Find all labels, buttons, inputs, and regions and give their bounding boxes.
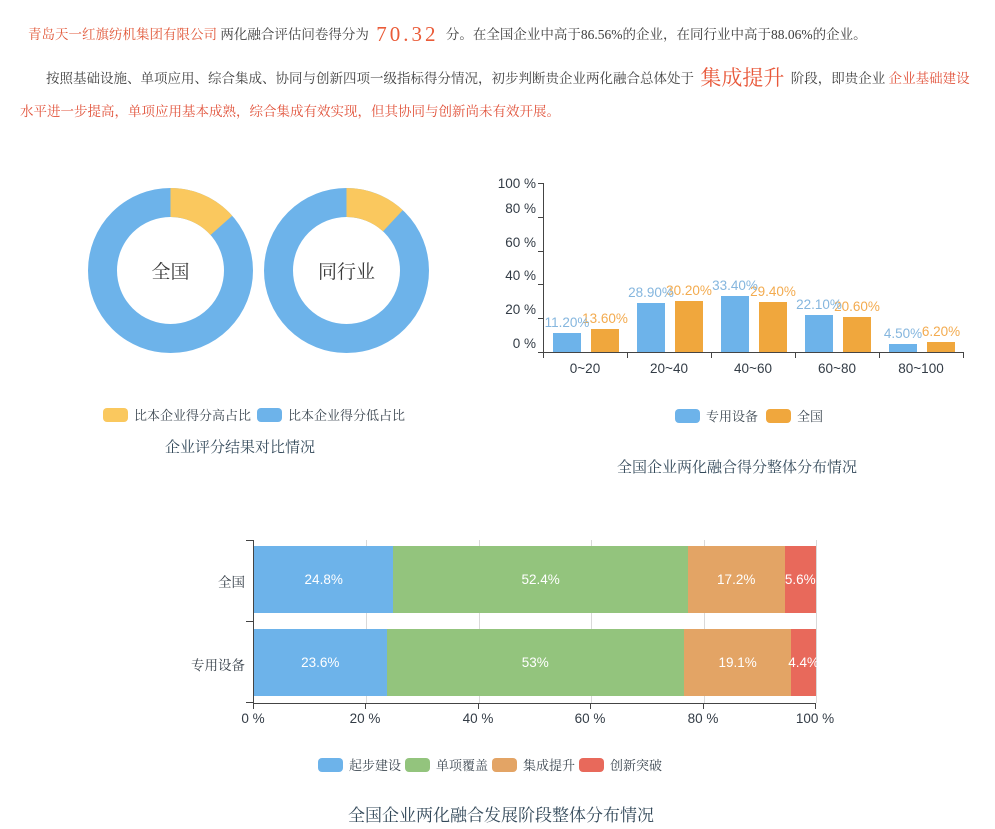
y-axis-tick [538, 284, 543, 285]
x-category-label: 20~40 [650, 361, 688, 376]
legend-swatch-orange [766, 409, 791, 423]
x-axis-tick [627, 353, 628, 358]
legend-label: 专用设备 [706, 409, 759, 424]
bar-value-label: 11.20% [544, 315, 590, 331]
y-tick-label: 0 % [512, 336, 536, 351]
grouped-bar [759, 302, 787, 352]
grouped-bar [843, 317, 871, 352]
legend-swatch-yellow [103, 408, 128, 422]
x-axis-tick [711, 353, 712, 358]
y-axis-tick [538, 318, 543, 319]
donut-national-label: 全国 [151, 262, 190, 283]
legend-label: 起步建设 [349, 758, 402, 773]
stacked-segment [688, 546, 785, 613]
x-tick-label: 0 % [241, 711, 265, 726]
legend-label: 集成提升 [523, 758, 576, 773]
stacked-segment [788, 629, 820, 696]
analysis-mid: 阶段，即贵企业 [790, 71, 886, 86]
bar-plot-area [543, 183, 964, 353]
grouped-bar [927, 342, 955, 353]
grouped-bar [889, 344, 917, 352]
stacked-segment [254, 546, 393, 613]
x-axis-tick [703, 704, 704, 709]
legend-label: 比本企业得分高占比 [134, 408, 252, 423]
x-axis-tick [879, 353, 880, 358]
segment-value-label: 19.1% [718, 655, 757, 670]
legend-label: 比本企业得分低占比 [288, 408, 406, 423]
x-tick-label: 20 % [349, 711, 381, 726]
stacked-chart-title: 全国企业两化融合发展阶段整体分布情况 [348, 806, 654, 825]
stacked-bar-row [254, 546, 816, 613]
y-tick-label: 40 % [505, 268, 536, 283]
x-tick-label: 60 % [574, 711, 606, 726]
legend-label: 全国 [797, 409, 824, 424]
grouped-bar [591, 329, 619, 352]
bar-value-label: 30.20% [666, 283, 712, 298]
analysis-paragraph-line2: 水平进一步提高，单项应用基本成熟，综合集成有效实现，但其协同与创新尚未有效开展。 [20, 104, 560, 119]
y-axis-tick [538, 217, 543, 218]
row-label: 全国 [218, 575, 245, 590]
y-tick-label: 80 % [505, 201, 536, 216]
segment-value-label: 4.4% [788, 655, 820, 670]
bar-value-label: 6.20% [921, 323, 961, 339]
company-name: 青岛天一红旗纺机集团有限公司 [28, 27, 217, 42]
stacked-segment [254, 629, 387, 696]
segment-value-label: 24.8% [304, 572, 343, 587]
x-axis-tick [478, 704, 479, 709]
y-axis-tick [538, 251, 543, 252]
legend-item-stage3[interactable] [492, 755, 575, 774]
bar-value-label: 20.60% [834, 299, 880, 315]
bar-chart-title: 全国企业两化融合得分整体分布情况 [617, 459, 858, 476]
segment-value-label: 53% [521, 655, 549, 670]
segment-value-label: 5.6% [784, 572, 816, 587]
legend-item-stage4[interactable] [579, 755, 662, 774]
legend-swatch-tan [492, 758, 517, 772]
grouped-bar [721, 296, 749, 352]
stacked-segment [387, 629, 685, 696]
donut-legend [103, 405, 411, 424]
donut-comparison-chart [0, 180, 470, 480]
segment-value-label: 52.4% [521, 572, 560, 587]
grouped-bar [637, 303, 665, 352]
analysis-red-start: 企业基础建设 [888, 71, 970, 86]
legend-swatch-blue [318, 758, 343, 772]
bar-value-label: 29.40% [750, 284, 796, 300]
legend-item-stage2[interactable] [405, 755, 488, 774]
legend-swatch-blue [257, 408, 282, 422]
grouped-bar [553, 333, 581, 352]
stacked-plot-area [253, 540, 820, 704]
donut-national [88, 188, 253, 353]
stacked-chart-legend [318, 755, 668, 774]
donut-industry [264, 188, 429, 353]
x-tick-label: 40 % [462, 711, 494, 726]
legend-item-special-equipment[interactable] [675, 406, 758, 425]
x-axis-tick [543, 353, 544, 358]
legend-item-national[interactable] [766, 406, 823, 425]
x-axis-tick [963, 353, 964, 358]
segment-value-label: 17.2% [717, 572, 756, 587]
y-tick-label: 20 % [505, 302, 536, 317]
legend-swatch-red [579, 758, 604, 772]
stage-name: 集成提升 [700, 66, 785, 90]
x-axis-tick [795, 353, 796, 358]
y-axis-tick [246, 621, 253, 622]
legend-swatch-green [405, 758, 430, 772]
bar-chart-legend [675, 406, 829, 425]
bar-value-label: 22.10% [796, 296, 842, 312]
grouped-bar [805, 315, 833, 352]
stacked-segment [393, 546, 687, 613]
x-axis-tick [253, 704, 254, 709]
y-axis-tick [246, 702, 253, 703]
stacked-segment [684, 629, 791, 696]
bar-value-label: 33.40% [712, 277, 758, 293]
y-tick-label: 100 % [497, 176, 536, 191]
legend-item-lower[interactable] [257, 405, 405, 424]
y-tick-label: 60 % [505, 235, 536, 250]
stage-distribution-chart [0, 530, 995, 829]
summary-paragraph [28, 22, 867, 47]
x-tick-label: 100 % [795, 711, 835, 726]
x-tick-label: 80 % [687, 711, 719, 726]
x-axis-tick [815, 704, 816, 709]
score-suffix: 分。在全国企业中高于86.56%的企业，在同行业中高于88.06%的企业。 [445, 27, 867, 42]
x-category-label: 0~20 [569, 361, 601, 376]
legend-item-higher[interactable] [103, 405, 251, 424]
x-axis-tick [590, 704, 591, 709]
x-axis-tick [365, 704, 366, 709]
segment-value-label: 23.6% [301, 655, 340, 670]
legend-item-stage1[interactable] [318, 755, 401, 774]
bar-value-label: 4.50% [883, 326, 923, 342]
row-label: 专用设备 [191, 658, 245, 673]
score-distribution-chart [480, 176, 995, 480]
bar-value-label: 28.90% [628, 285, 674, 301]
donut-industry-label: 同行业 [317, 262, 375, 283]
grouped-bar [675, 301, 703, 352]
legend-swatch-blue [675, 409, 700, 423]
x-category-label: 40~60 [734, 361, 772, 376]
x-category-label: 60~80 [818, 361, 856, 376]
legend-label: 单项覆盖 [436, 758, 489, 773]
legend-label: 创新突破 [610, 758, 663, 773]
gridline [816, 540, 817, 703]
y-axis-tick [538, 183, 543, 184]
stacked-segment [785, 546, 816, 613]
stacked-bar-row [254, 629, 820, 696]
bar-value-label: 13.60% [582, 311, 628, 326]
analysis-paragraph-line1 [46, 66, 970, 91]
x-category-label: 80~100 [898, 361, 944, 376]
donut-chart-title: 企业评分结果对比情况 [165, 439, 316, 456]
score-prefix: 两化融合评估问卷得分为 [220, 27, 369, 42]
analysis-lead: 按照基础设施、单项应用、综合集成、协同与创新四项一级指标得分情况，初步判断贵企业两化融合总体处于 [46, 71, 694, 86]
y-axis-tick [246, 540, 253, 541]
overall-score: 70.32 [376, 22, 439, 46]
